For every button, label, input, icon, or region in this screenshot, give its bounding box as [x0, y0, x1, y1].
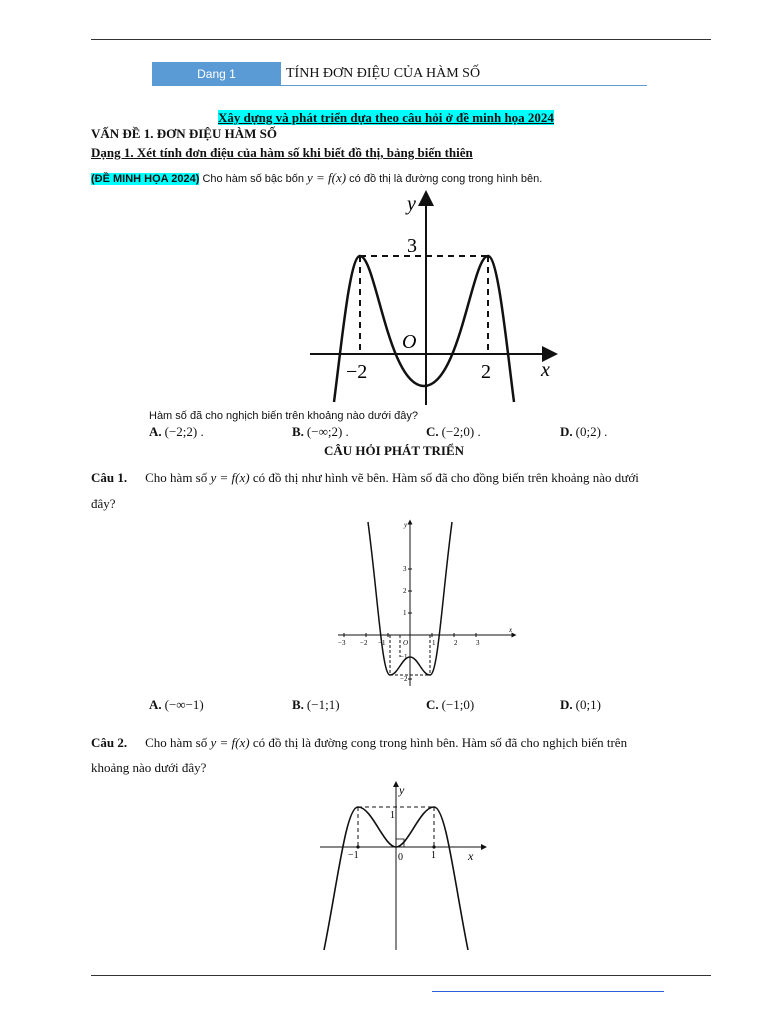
q1-option-b: B. (−1;1) — [292, 697, 340, 712]
q1-x-label: x — [509, 626, 513, 634]
q2-x-label: x — [468, 849, 474, 863]
q2-label: Câu 2. — [91, 735, 128, 750]
example-option-a: A. (−2;2) . — [149, 424, 204, 439]
svg-text:1: 1 — [390, 810, 395, 821]
svg-text:−1: −1 — [348, 850, 359, 861]
origin-label: O — [402, 331, 417, 353]
q1-y-label: y — [404, 521, 408, 529]
header-underline — [281, 85, 647, 86]
q2-text-line2: khoảng nào dưới đây? — [91, 760, 207, 775]
dev-title: CÂU HỎI PHÁT TRIỂN — [324, 443, 465, 458]
svg-text:1: 1 — [431, 850, 436, 861]
q2-graph — [318, 780, 488, 952]
q1-graph — [334, 518, 520, 688]
q1-option-a: A. (−∞−1) — [149, 697, 204, 712]
example-option-d: D. (0;2) . — [560, 424, 608, 439]
top-rule — [91, 39, 711, 40]
q1-text-line2: đây? — [91, 496, 116, 511]
q2-y-label: y — [399, 783, 405, 797]
bottom-rule — [91, 975, 711, 976]
svg-text:1: 1 — [432, 639, 436, 647]
banner: Xây dựng và phát triển dựa theo câu hỏi ở đề minh họa 2024 — [218, 110, 554, 125]
svg-text:−2: −2 — [400, 675, 408, 683]
svg-text:3: 3 — [476, 639, 480, 647]
xtick-2: 2 — [481, 361, 491, 383]
svg-text:−3: −3 — [338, 639, 346, 647]
max-label: 3 — [407, 235, 417, 257]
q1-label: Câu 1. — [91, 470, 128, 485]
xtick-neg2: −2 — [346, 361, 368, 383]
example-tag: (ĐỀ MINH HỌA 2024) — [91, 173, 200, 185]
example-graph — [292, 190, 564, 412]
q2-text: Câu 2. Cho hàm số y = f(x) có đồ thị là đường cong trong hình bên. Hàm số đã cho nghịch biến trên — [91, 735, 628, 750]
svg-text:−2: −2 — [360, 639, 368, 647]
x-axis-label: x — [541, 359, 550, 381]
example-option-b: B. (−∞;2) . — [292, 424, 349, 439]
example-line: (ĐỀ MINH HỌA 2024) Cho hàm số bậc bốn y = f(x) có đồ thị là đường cong trong hình bên. — [91, 170, 543, 185]
svg-text:2: 2 — [454, 639, 458, 647]
q1-option-c: C. (−1;0) — [426, 697, 475, 712]
svg-text:−1: −1 — [400, 653, 408, 661]
svg-text:2: 2 — [403, 587, 407, 595]
chapter-tab: Dang 1 — [152, 62, 281, 86]
example-question: Hàm số đã cho nghịch biến trên khoảng nào dưới đây? — [149, 410, 418, 422]
svg-text:1: 1 — [403, 609, 407, 617]
example-option-c: C. (−2;0) . — [426, 424, 481, 439]
footer-link-underline[interactable] — [432, 991, 664, 992]
svg-text:−1: −1 — [378, 639, 386, 647]
q1-option-d: D. (0;1) — [560, 697, 601, 712]
chapter-title: TÍNH ĐƠN ĐIỆU CỦA HÀM SỐ — [286, 66, 481, 81]
q1-origin: O — [403, 639, 409, 647]
svg-text:0: 0 — [398, 852, 403, 863]
subsection-title: Dạng 1. Xét tính đơn điệu của hàm số khi biết đồ thị, bảng biến thiên — [91, 145, 473, 160]
svg-text:3: 3 — [403, 565, 407, 573]
q1-text: Câu 1. Cho hàm số y = f(x) có đồ thị như hình vẽ bên. Hàm số đã cho đồng biến trên khoảng nào dưới — [91, 470, 639, 485]
y-axis-label: y — [407, 193, 416, 215]
section-title: VẤN ĐỀ 1. ĐƠN ĐIỆU HÀM SỐ — [91, 126, 277, 141]
